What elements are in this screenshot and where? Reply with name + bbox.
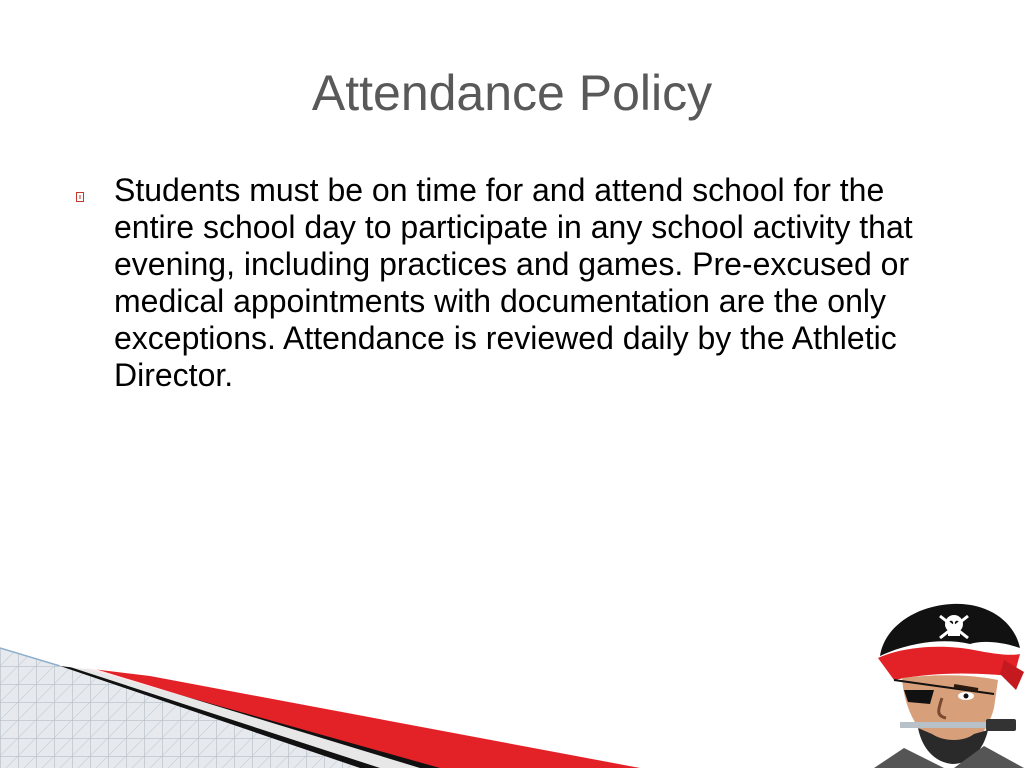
bullet-text: Students must be on time for and attend school for the entire school day to participate in any school activity that evening, including practices and games. Pre-excused or medical appointments with documentation are the only exceptions. Attendance is reviewed daily by the Athletic Director. [114,172,913,393]
page-title: Attendance Policy [311,65,713,121]
pirate-mascot-icon [874,598,1024,768]
red-stripe [84,668,640,768]
black-stripe [60,666,620,768]
blue-edge-line [0,648,60,666]
white-sliver [70,667,420,768]
bullet-icon [76,192,84,202]
bullet-list [72,172,952,394]
list-item [72,172,952,394]
grid-wedge [0,648,360,768]
